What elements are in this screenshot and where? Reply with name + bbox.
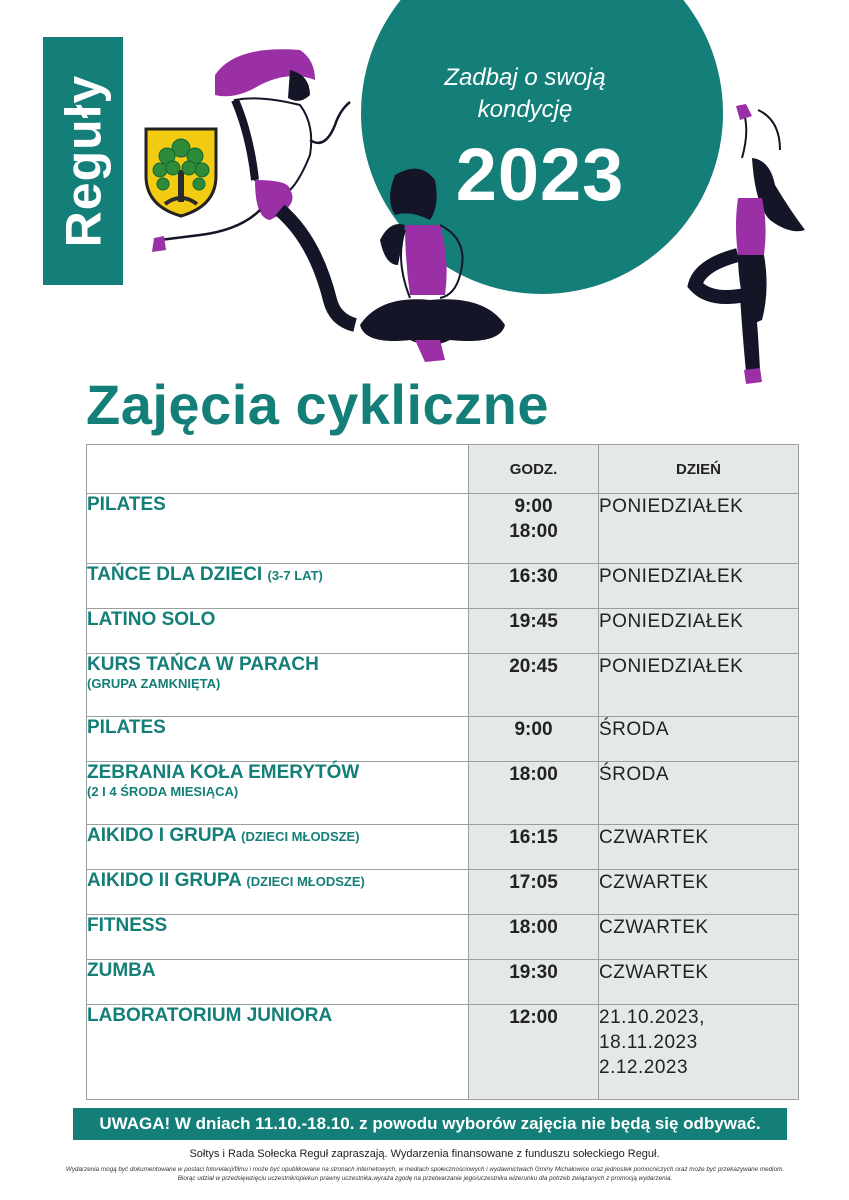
activity-note: (GRUPA ZAMKNIĘTA) (87, 676, 221, 691)
day-cell (599, 870, 799, 915)
day-cell (599, 609, 799, 654)
table-row (87, 717, 799, 762)
day-value: CZWARTEK (599, 827, 709, 848)
table-header-row (87, 445, 799, 494)
activity-name-cell (87, 654, 469, 717)
activity-name-cell (87, 870, 469, 915)
table-row (87, 609, 799, 654)
time-value: 16:30 (509, 566, 558, 587)
activity-name: FITNESS (87, 915, 168, 936)
table-row (87, 564, 799, 609)
activity-name: PILATES (87, 494, 166, 515)
header-activity (87, 445, 469, 494)
disclaimer (30, 1165, 820, 1183)
notice-text: UWAGA! W dniach 11.10.-18.10. z powodu wyborów zajęcia nie będą się odbywać. (99, 1114, 761, 1133)
activity-name-cell (87, 960, 469, 1005)
day-cell (599, 1005, 799, 1100)
day-value: PONIEDZIAŁEK (599, 656, 744, 677)
time-cell (469, 654, 599, 717)
table-row (87, 654, 799, 717)
time-cell (469, 494, 599, 564)
year: 2023 (455, 133, 625, 216)
exercising-women-illustration (140, 40, 820, 390)
time-value: 18:00 (509, 764, 558, 785)
activity-name: ZUMBA (87, 960, 156, 981)
activity-name: PILATES (87, 717, 166, 738)
disclaimer-line: Biorąc udział w przedsięwzięciu uczestnik/opiekun prawny uczestnika,wyraża zgodę na przetwarzanie jego/uczestnika wizerunku dla potrzeb związanych z promocją wydarzenia. (177, 1175, 673, 1182)
time-value: 18:00 (509, 917, 558, 938)
day-cell (599, 960, 799, 1005)
tagline: Zadbaj o swoją kondycję (444, 64, 606, 123)
day-cell (599, 762, 799, 825)
header-day: DZIEŃ (599, 445, 799, 494)
activity-name: AIKIDO I GRUPA (87, 825, 236, 846)
activity-name-cell (87, 494, 469, 564)
activity-name-cell (87, 564, 469, 609)
header-time: GODZ. (469, 445, 599, 494)
day-value: ŚRODA (599, 719, 670, 740)
activity-name-cell (87, 609, 469, 654)
day-value: 2.12.2023 (599, 1057, 689, 1078)
time-value: 9:00 (514, 719, 553, 740)
activity-name-cell (87, 762, 469, 825)
activity-name-cell (87, 717, 469, 762)
yoga-woman-figure (695, 104, 805, 384)
day-value: CZWARTEK (599, 872, 709, 893)
activity-name-cell (87, 915, 469, 960)
day-value: 21.10.2023, (599, 1007, 705, 1028)
day-cell (599, 564, 799, 609)
activity-name: LATINO SOLO (87, 609, 216, 630)
day-cell (599, 494, 799, 564)
activity-name: ZEBRANIA KOŁA EMERYTÓW (87, 762, 360, 783)
time-cell (469, 609, 599, 654)
running-woman-figure (152, 49, 355, 325)
time-cell (469, 960, 599, 1005)
time-value: 9:00 (514, 496, 553, 517)
time-value: 16:15 (509, 827, 558, 848)
time-cell (469, 870, 599, 915)
organizers-text: Sołtys i Rada Sołecka Reguł zapraszają. Wydarzenia finansowane z funduszu sołeckiego Reguł. (189, 1148, 660, 1160)
meditating-woman-figure (360, 169, 505, 362)
day-cell (599, 654, 799, 717)
table-row (87, 870, 799, 915)
village-name-banner (43, 37, 123, 285)
activity-name-cell (87, 1005, 469, 1100)
time-cell (469, 825, 599, 870)
activity-note: (2 I 4 ŚRODA MIESIĄCA) (87, 784, 239, 799)
table-row (87, 762, 799, 825)
day-value: 18.11.2023 (599, 1032, 698, 1053)
table-row (87, 494, 799, 564)
activity-note: (DZIECI MŁODSZE) (246, 874, 365, 889)
day-value: CZWARTEK (599, 917, 709, 938)
table-row (87, 825, 799, 870)
notice-banner (73, 1108, 787, 1140)
time-value: 20:45 (509, 656, 558, 677)
table-row (87, 960, 799, 1005)
day-value: CZWARTEK (599, 962, 709, 983)
page-heading: Zajęcia cykliczne (86, 373, 550, 436)
activity-name: LABORATORIUM JUNIORA (87, 1005, 333, 1026)
time-cell (469, 1005, 599, 1100)
activity-name: KURS TAŃCA W PARACH (87, 654, 319, 675)
day-cell (599, 717, 799, 762)
table-row (87, 915, 799, 960)
day-value: PONIEDZIAŁEK (599, 496, 744, 517)
time-value: 18:00 (509, 521, 558, 542)
village-name: Reguły (55, 74, 112, 248)
day-value: ŚRODA (599, 764, 670, 785)
schedule-table (86, 444, 799, 1100)
disclaimer-line: Wydarzenia mogą być dokumentowane w postaci fotorelacji/filmu i może być opublikowane na stronach internetowych, w mediach społecznościowych i wydawnictwach Gminy Michałowice oraz jednostek pomocniczych oraz może być przekazywane mediom. (65, 1166, 785, 1173)
activity-note: (DZIECI MŁODSZE) (241, 829, 360, 844)
activity-name: AIKIDO II GRUPA (87, 870, 242, 891)
activity-name-cell (87, 825, 469, 870)
activity-note: (3-7 LAT) (267, 568, 323, 583)
day-value: PONIEDZIAŁEK (599, 611, 744, 632)
time-cell (469, 762, 599, 825)
time-value: 19:45 (509, 611, 558, 632)
time-value: 17:05 (509, 872, 558, 893)
time-cell (469, 564, 599, 609)
day-cell (599, 825, 799, 870)
table-row (87, 1005, 799, 1100)
time-cell (469, 915, 599, 960)
time-cell (469, 717, 599, 762)
activity-name: TAŃCE DLA DZIECI (87, 564, 263, 585)
day-cell (599, 915, 799, 960)
time-value: 19:30 (509, 962, 558, 983)
time-value: 12:00 (509, 1007, 558, 1028)
day-value: PONIEDZIAŁEK (599, 566, 744, 587)
